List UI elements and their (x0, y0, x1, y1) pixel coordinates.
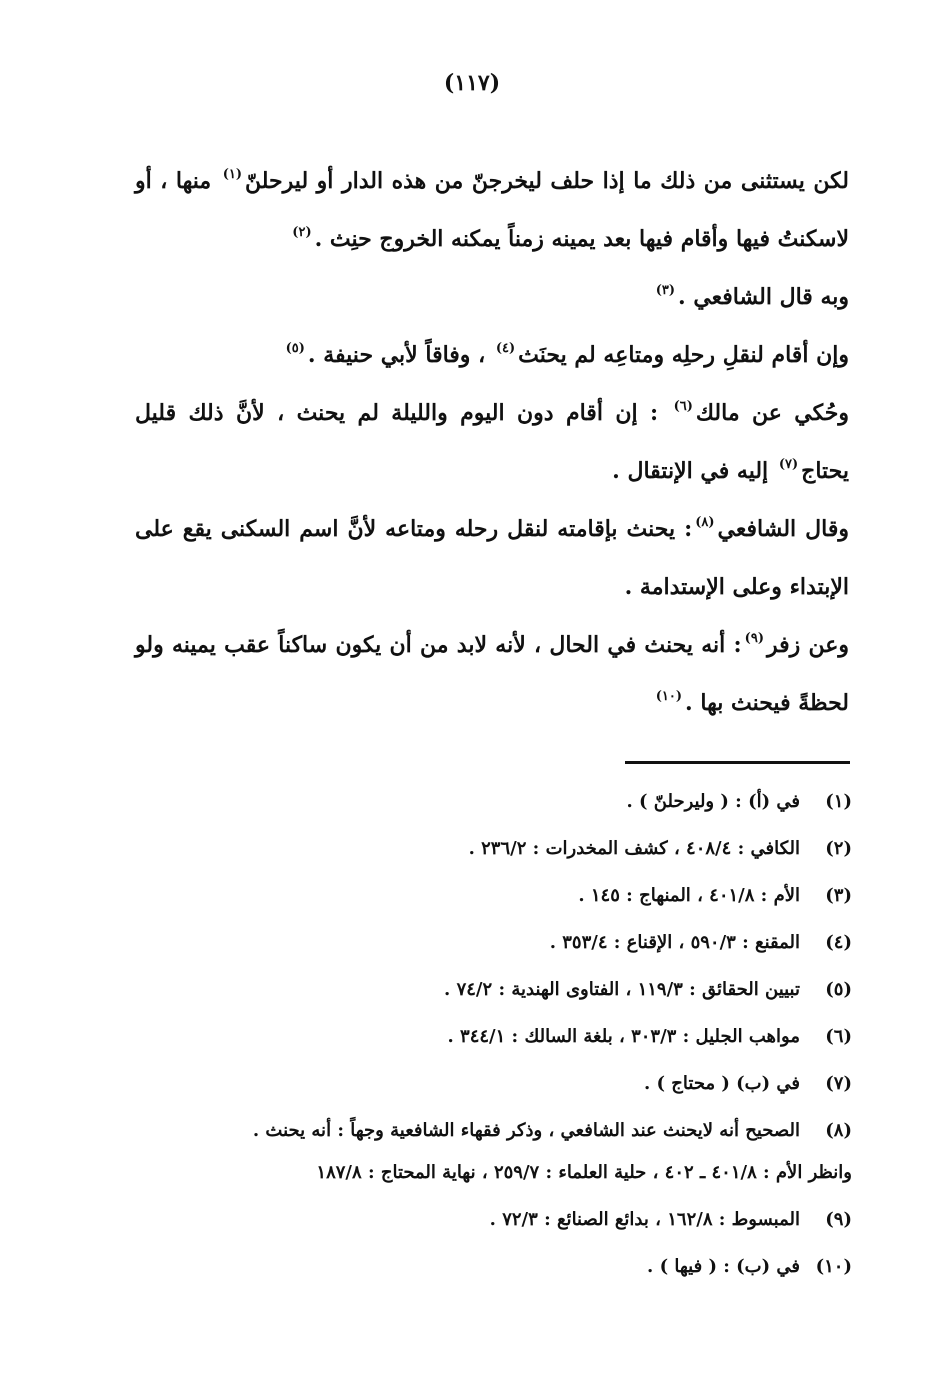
paragraph-text: منها ، أو لاسكنتُ فيها وأقام فيها بعد يمينه زمناً يمكنه الخروج حنِث . (135, 168, 849, 252)
footnote-marker: (٣) (655, 283, 675, 298)
footnote-marker: (٩) (744, 631, 764, 646)
footnote-number: (٩) (825, 1209, 852, 1230)
footnote-text: المبسوط : ١٦٢/٨ ، بدائع الصنائع : ٧٢/٣ . (489, 1209, 800, 1230)
footnote-marker: (١٠) (655, 689, 683, 704)
paragraph-text: وحُكي عن مالك (695, 400, 850, 426)
footnote-number: (١٠) (815, 1256, 852, 1277)
footnote-text: تبيين الحقائق : ١١٩/٣ ، الفتاوى الهندية : ٧٤/٢ . (444, 979, 800, 1000)
paragraph-4 (135, 384, 849, 500)
footnote-item (140, 931, 852, 955)
footnote-item (140, 1255, 852, 1279)
footnote-text: الكافي : ٤٠٨/٤ ، كشف المخدرات : ٢٣٦/٢ . (468, 838, 800, 859)
footnote-item (140, 1025, 852, 1049)
footnote-text: المقنع : ٥٩٠/٣ ، الإقناع : ٣٥٣/٤ . (549, 932, 800, 953)
footnote-number: (٣) (825, 885, 852, 906)
paragraph-text: وبه قال الشافعي . (678, 284, 849, 310)
paragraph-text: : يحنث بإقامته لنقل رحله ومتاعه لأنَّ اسم السكنى يقع على الإبتداء وعلى الإستدامة . (135, 516, 849, 600)
footnote-item (140, 1208, 852, 1232)
paragraph-text: : إن أقام دون اليوم والليلة لم يحنث ، لأنَّ ذلك قليل يحتاج (135, 400, 849, 484)
footnote-marker: (٨) (695, 515, 715, 530)
paragraph-text: لكن يستثنى من ذلك ما إذا حلف ليخرجنّ من هذه الدار أو ليرحلنّ (245, 168, 849, 194)
paragraph-text: وعن زفر (766, 632, 850, 658)
footnote-text: الصحيح أنه لايحنث عند الشافعي ، وذكر فقهاء الشافعية وجهاً : أنه يحنث . (252, 1120, 800, 1141)
paragraph-text: وإن أقام لنقلِ رحلِه ومتاعِه لم يحنَث (518, 342, 849, 368)
page-number: (١١٧) (443, 70, 501, 96)
paragraph-text: إليه في الإنتقال . (612, 458, 769, 484)
footnote-number: (٥) (825, 979, 852, 1000)
paragraph-text: وقال الشافعي (717, 516, 849, 542)
footnotes-section (140, 790, 852, 1302)
footnote-item (140, 837, 852, 861)
footnote-marker: (١) (222, 167, 243, 182)
paragraph-3 (135, 326, 849, 384)
footnote-marker: (٤) (495, 341, 516, 356)
paragraph-1 (135, 152, 849, 268)
footnote-number: (٤) (825, 932, 852, 953)
footnote-item (140, 790, 852, 814)
footnote-item (140, 1119, 852, 1143)
footnote-number: (٨) (825, 1120, 852, 1141)
footnote-item (140, 1072, 852, 1096)
footnote-text: في (ب) : ( فيها ) . (647, 1256, 800, 1277)
main-text (135, 152, 849, 732)
paragraph-text: : أنه يحنث في الحال ، لأنه لابد من أن يكون ساكناً عقب يمينه ولو لحظةً فيحنث بها . (135, 632, 849, 716)
footnote-text: في (أ) : ( وليرحلنّ ) . (626, 791, 800, 812)
footnote-number: (٧) (825, 1073, 852, 1094)
footnote-number: (٦) (825, 1026, 852, 1047)
footnote-marker: (٥) (285, 341, 305, 356)
paragraph-6 (135, 616, 849, 732)
footnote-marker: (٧) (778, 457, 799, 472)
paragraph-5 (135, 500, 849, 616)
footnote-item (140, 884, 852, 908)
footnote-item (140, 978, 852, 1002)
paragraph-2 (135, 268, 849, 326)
footnote-continuation: وانظر الأم : ٤٠١/٨ ـ ٤٠٢ ، حلية العلماء : ٢٥٩/٧ ، نهاية المحتاج : ١٨٧/٨ (316, 1162, 852, 1183)
footnote-marker: (٦) (673, 399, 693, 414)
footnote-number: (٢) (825, 838, 852, 859)
footnote-number: (١) (825, 791, 852, 812)
footnote-text: في (ب) ( محتاج ) . (643, 1073, 800, 1094)
paragraph-text: ، وفاقاً لأبي حنيفة . (307, 342, 486, 368)
footnote-text: الأم : ٤٠١/٨ ، المنهاج : ١٤٥ . (578, 885, 800, 906)
footnote-separator (625, 761, 850, 764)
footnote-marker: (٢) (292, 225, 312, 240)
footnote-text: مواهب الجليل : ٣٠٣/٣ ، بلغة السالك : ٣٤٤/١ . (447, 1026, 800, 1047)
